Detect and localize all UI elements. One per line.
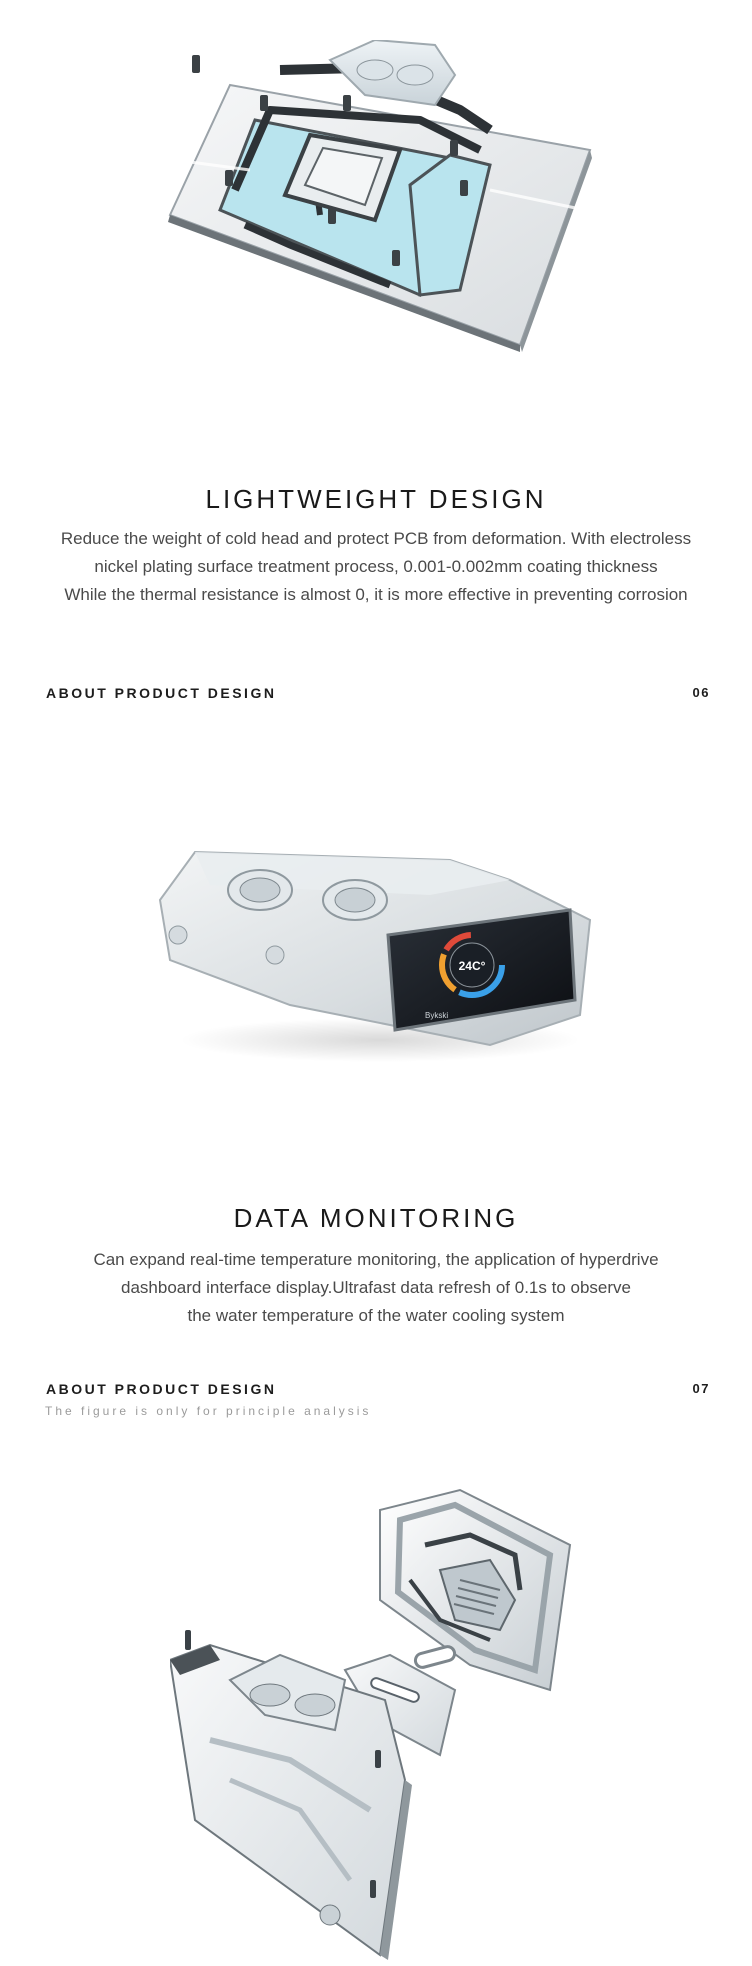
description-line: dashboard interface display.Ultrafast data refresh of 0.1s to observe	[121, 1278, 631, 1297]
terminal-with-display-image	[150, 840, 600, 1070]
display-temperature: 24C°	[458, 959, 486, 973]
lightweight-design-description	[0, 525, 752, 609]
description-line: While the thermal resistance is almost 0, it is more effective in preventing corrosion	[64, 585, 688, 604]
section-label-row	[46, 1381, 710, 1405]
display-brand: Bykski	[425, 1011, 449, 1020]
about-product-design-label: ABOUT PRODUCT DESIGN	[46, 1381, 277, 1397]
description-line: the water temperature of the water cooling system	[187, 1306, 565, 1325]
lightweight-design-heading: LIGHTWEIGHT DESIGN	[205, 484, 547, 514]
data-monitoring-description	[0, 1246, 752, 1330]
description-line: Can expand real-time temperature monitoring, the application of hyperdrive	[93, 1250, 659, 1269]
description-line: nickel plating surface treatment process, 0.001-0.002mm coating thickness	[94, 557, 658, 576]
section-label-row	[46, 685, 710, 709]
description-line: Reduce the weight of cold head and protect PCB from deformation. With electroless	[60, 529, 692, 548]
section-number: 06	[692, 685, 710, 700]
gpu-waterblock-image	[160, 40, 600, 360]
exploded-view-image	[170, 1480, 600, 1966]
data-monitoring-heading: DATA MONITORING	[233, 1203, 519, 1233]
about-product-design-label: ABOUT PRODUCT DESIGN	[46, 685, 277, 701]
section-number: 07	[692, 1381, 710, 1396]
principle-analysis-note: The figure is only for principle analysis	[45, 1404, 372, 1418]
